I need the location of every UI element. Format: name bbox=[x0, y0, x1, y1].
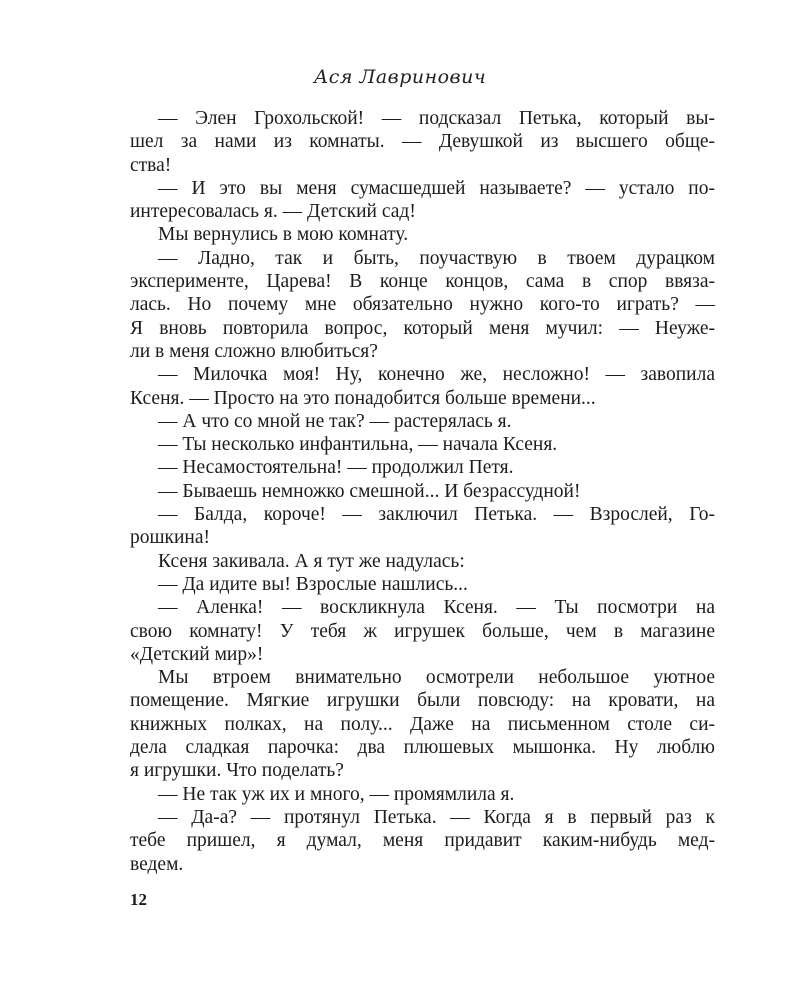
text-line: — Ладно, так и быть, поучаствую в твоем дурацком bbox=[158, 247, 715, 269]
text-line: Ксеня. — Просто на это понадобится больше времени... bbox=[130, 387, 596, 409]
text-line: рошкина! bbox=[130, 527, 211, 549]
text-line: ли в меня сложно влюбиться? bbox=[130, 340, 378, 362]
text-line: Мы вернулись в мою комнату. bbox=[158, 224, 409, 246]
text-line: свою комнату! У тебя ж игрушек больше, чем в магазине bbox=[130, 620, 715, 642]
text-line: тебе пришел, я думал, меня придавит каким-нибудь мед- bbox=[130, 830, 715, 852]
text-line: — И это вы меня сумасшедшей называете? — устало по- bbox=[158, 177, 715, 199]
text-line: — Да идите вы! Взрослые нашлись... bbox=[158, 573, 468, 595]
text-line: — Да-а? — протянул Петька. — Когда я в первый раз к bbox=[158, 806, 715, 828]
text-line: ведем. bbox=[130, 853, 184, 875]
text-line: — Элен Грохольской! — подсказал Петька, который вы- bbox=[158, 108, 715, 129]
text-line: эксперименте, Царева! В конце концов, сама в спор ввяза- bbox=[130, 271, 715, 293]
text-line: я игрушки. Что поделать? bbox=[130, 760, 344, 782]
text-line: — Несамостоятельна! — продолжил Петя. bbox=[158, 457, 514, 479]
text-line: интересовалась я. — Детский сад! bbox=[130, 201, 416, 223]
text-line: лась. Но почему мне обязательно нужно кого-то играть? — bbox=[130, 294, 715, 316]
text-line: шел за нами из комнаты. — Девушкой из высшего обще- bbox=[130, 131, 715, 153]
text-line: — Милочка моя! Ну, конечно же, несложно! — завопила bbox=[158, 364, 715, 386]
page-number: 12 bbox=[130, 890, 147, 909]
text-line: — Не так уж их и много, — промямлила я. bbox=[158, 783, 515, 805]
text-line: помещение. Мягкие игрушки были повсюду: на кровати, на bbox=[130, 690, 715, 712]
text-line: — Аленка! — воскликнула Ксеня. — Ты посмотри на bbox=[158, 597, 715, 619]
body-text bbox=[130, 107, 715, 876]
text-line: — Ты несколько инфантильна, — начала Ксеня. bbox=[158, 434, 558, 456]
running-head-author: Ася Лавринович bbox=[313, 66, 487, 88]
text-line: Мы втроем внимательно осмотрели небольшое уютное bbox=[158, 667, 715, 689]
text-line: — Бываешь немножко смешной... И безрассудной! bbox=[158, 480, 581, 502]
text-line: — А что со мной не так? — растерялась я. bbox=[158, 410, 512, 432]
text-line: — Балда, короче! — заключил Петька. — Взрослей, Го- bbox=[158, 504, 715, 526]
text-line: Я вновь повторила вопрос, который меня мучил: — Неуже- bbox=[130, 317, 715, 339]
text-line: ства! bbox=[130, 154, 172, 176]
text-line: дела сладкая парочка: два плюшевых мышонка. Ну люблю bbox=[130, 737, 715, 759]
text-line: книжных полках, на полу... Даже на письменном столе си- bbox=[130, 713, 715, 735]
text-line: Ксеня закивала. А я тут же надулась: bbox=[158, 550, 465, 572]
text-line: «Детский мир»! bbox=[130, 643, 264, 665]
